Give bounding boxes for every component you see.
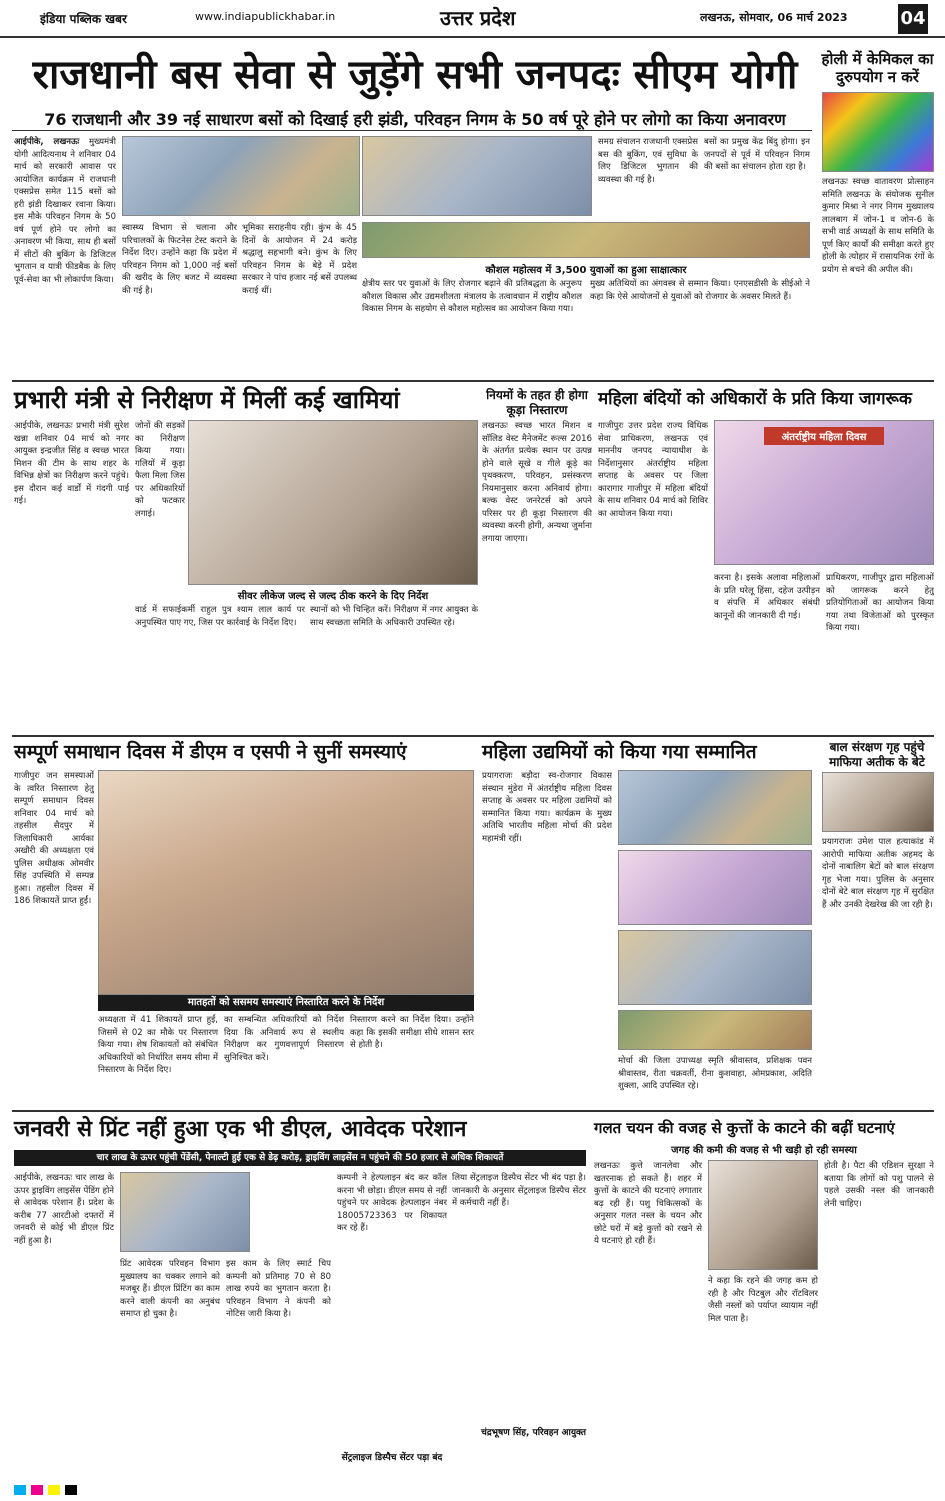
minister-text-2: जोनों की सड़कों का निरीक्षण किया गया। गलियों में कूड़ा फैला मिला जिस पर अधिकारियों को फटकार लगाई। [135,421,185,519]
skill-fest-text-2: मुख्य अतिथियों का अंगवस्त्र से सम्मान किया। एनएसडीसी के सीईओ ने कहा कि ऐसे आयोजनों से युवाओं को रोजगार के अवसर मिलते हैं। [590,279,810,302]
dl-text-4: कम्पनी ने हेल्पलाइन बंद कर कॉल करना भी छोड़ा। डीएल समय से नहीं पहुंचने पर आवेदक हेल्पलाइन नंबर 18005723363 पर शिकायत कर रहे हैं। [337,1173,447,1233]
dl-text-3: इस काम के लिए स्मार्ट चिप कम्पनी को प्रतिमाह 70 से 80 लाख रुपये का भुगतान करता है। परिवहन विभाग ने कंपनी को नोटिस जारी किया है। [226,1259,331,1319]
entrepreneurs-photo-4 [618,1010,812,1050]
dl-text-5: लिया सेंट्रलाइज डिस्पैच सेंटर भी बंद पड़ा है। जानकारी के अनुसार सेंट्रलाइज डिस्पैच सेंटर में कर्मचारी नहीं हैं। [452,1173,586,1208]
minister-text-4: स्थानों को भी चिन्हित करें। निरीक्षण में नगर आयुक्त के साथ स्वच्छता समिति के अधिकारी उपस्थित रहे। [310,605,478,628]
lead-col-1: आईपीके, लखनऊः मुख्यमंत्री योगी आदित्यनाथ ने शनिवार 04 मार्च को सरकारी आवास पर आयोजित कार्यक्रम में राजधानी एक्सप्रेस समेत 115 बसों को हरी झंडी दिखाकर रवाना किया। इस मौके परिवहन निगम के 50 वर्ष पूर्ण होने पर लोगो का अनावरण भी किया, साथ ही बसों में सीटों की बुकिंग के डिजिटल भुगतान व यात्री फीडबैक के लिए पूर्व-सेवा का भी लोकार्पण किया। [14,137,116,285]
dogs-text-1: लखनऊः कुत्ते जानलेवा और खतरनाक हो सकते हैं। शहर में कुत्तों के काटने की घटनाएं लगातार बढ़ रही हैं। पशु चिकित्सकों के अनुसार गलत नस्ल के चयन और छोटे घरों में बड़े कुत्तों को रखने से ये घटनाएं हो रही हैं। [594,1161,702,1246]
minister-text-3: वार्ड में सफाईकर्मी राहुल पुत्र श्याम लाल कार्य पर अनुपस्थित पाए गए, जिस पर कार्रवाई के निर्देश दिए। [135,605,305,628]
section-title: उत्तर प्रदेश [440,6,516,30]
samadhan-text-3: का सम्बन्धित अधिकारियों को निर्देश दिया कि अनिवार्य रूप से स्थलीय निरीक्षण कर गुणवत्तापूर्ण निस्तारण सुनिश्चित करें। [224,1015,344,1063]
lead-col-3: भूमिका सराहनीय रही। कुंभ के 45 दिनों के आयोजन में 24 करोड़ श्रद्धालु सहभागी बने। कुंभ के लिए परिवहन निगम के बेड़े में प्रदेश सरकार ने पांच हजार नई बसें उपलब्ध कराई थीं। [242,223,357,296]
skill-fest-text-1: क्षेत्रीय स्तर पर युवाओं के लिए रोजगार बढ़ाने की प्रतिबद्धता के अनुरूप कौशल विकास और उद्यमशीलता मंत्रालय के तत्वावधान में राष्ट्रीय कौशल विकास निगम के सहयोग से कौशल महोत्सव का आयोजन किया गया। [362,279,582,314]
garbage-text: लखनऊः स्वच्छ भारत मिशन व सॉलिड वेस्ट मैनेजमेंट रूल्स 2016 के अंतर्गत प्रत्येक स्थान पर उत्पन्न होने वाले सूखे व गीले कूड़े का पृथक्करण, परिवहन, प्रसंस्करण नियमानुसार करना अनिवार्य होगा। बल्क वेस्ट जनरेटर्स को अपने परिसर पर ही कूड़ा निस्तारण की व्यवस्था करनी होगी, अन्यथा जुर्माना लगाया जाएगा। [482,421,592,544]
shelter-text: प्रयागराजः उमेश पाल हत्याकांड में आरोपी माफिया अतीक अहमद के दोनों नाबालिग बेटों को बाल संरक्षण गृह भेजा गया। पुलिस के अनुसार दोनों बेटे बाल संरक्षण गृह में सुरक्षित हैं और उनकी देखरेख की जा रही है। [822,837,934,910]
garbage-headline: नियमों के तहत ही होगा कूड़ा निस्तारण [486,388,588,417]
dl-text-1: आईपीके, लखनऊः चार लाख के ऊपर ड्राइविंग लाइसेंस पेंडिंग होने से आवेदक परेशान हैं। प्रदेश के करीब 77 आरटीओ दफ्तरों में जनवरी से कोई भी डीएल प्रिंट नहीं हुआ है। [14,1173,114,1246]
dogs-text-2: ने कहा कि रहने की जगह कम हो रही है और पिटबुल और रॉटविलर जैसी नस्लों को पर्याप्त व्यायाम नहीं मिल पाता है। [708,1276,818,1324]
lead-headline: राजधानी बस सेवा से जुड़ेंगे सभी जनपदः सीएम योगी [32,51,798,98]
samadhan-text-1: गाजीपुरः जन समस्याओं के त्वरित निस्तारण हेतु सम्पूर्ण समाधान दिवस शनिवार 04 मार्च को तहसील सैदपुर में जिलाधिकारी आर्यका अखौरी की अध्यक्षता एवं पुलिस अधीक्षक ओमवीर सिंह उपस्थिति में सम्पन्न हुआ। तहसील दिवस में 186 शिकायतें प्राप्त हुईं। [14,771,94,906]
dogs-subhead: जगह की कमी की वजह से भी खड़ी हो रही समस्या [671,1145,857,1156]
holi-title: होली में केमिकल का दुरुपयोग न करें [821,50,934,86]
minister-text-1: आईपीके, लखनऊः प्रभारी मंत्री सुरेश खन्ना शनिवार 04 मार्च को नगर आयुक्त इन्द्रजीत सिंह व स्वच्छ भारत मिशन की टीम के साथ शहर के विभिन्न क्षेत्रों का निरीक्षण करने पहुंचे। इस दौरान कई वार्डों में गंदगी पाई गई। [14,421,129,506]
issue-date: लखनऊ, सोमवार, 06 मार्च 2023 [700,11,848,24]
dogs-text-3: होती है। पैटा की एडिशन सुरक्षा ने बताया कि लोगों को पशु पालने से पहले उसकी नस्ल की जानकारी लेनी चाहिए। [824,1161,934,1209]
dl-text-2: प्रिंट आवेदक परिवहन विभाग मुख्यालय का चक्कर लगाने को मजबूर हैं। डीएल प्रिंटिंग का काम करने वाली कंपनी का अनुबंध समाप्त हो चुका है। [120,1259,220,1319]
dog-photo [708,1160,818,1270]
divider [12,130,812,131]
divider [12,380,934,382]
skill-fest-caption: कौशल महोत्सव में 3,500 युवाओं का हुआ साक्षात्कार [485,265,687,276]
divider [12,1110,934,1112]
shelter-headline: बाल संरक्षण गृह पहुंचे माफिया अतीक के बेटे [829,740,925,769]
samadhan-text-2: अध्यक्षता में 41 शिकायतें प्राप्त हुईं, जिसमें से 02 का मौके पर निस्तारण किया गया। शेष शिकायतों को संबंधित अधिकारियों को निर्धारित समय सीमा में निस्तारण के निर्देश दिए। [98,1015,218,1075]
samadhan-text-4: निस्तारण करने का निर्देश दिया। उन्होंने कहा कि इसकी समीक्षा सीधे शासन स्तर से होती है। [350,1015,474,1050]
shelter-photo [822,772,934,832]
prisoners-photo [714,420,934,565]
paper-url[interactable]: www.indiapublickhabar.in [195,10,336,23]
dl-subhead: चार लाख के ऊपर पहुंची पेंडेंसी, पेनाल्टी हुई एक से डेढ़ करोड़, ड्राइविंग लाइसेंस न पहुंचने की 50 हजार से अधिक शिकायतें [14,1150,586,1166]
lead-photo-cm [122,136,360,216]
divider [12,735,934,737]
event-banner: अंतर्राष्ट्रीय महिला दिवस [764,427,884,445]
entrepreneurs-headline: महिला उद्यमियों को किया गया सम्मानित [482,741,757,763]
dogs-headline: गलत चयन की वजह से कुत्तों के काटने की बढ़ीं घटनाएं [594,1119,895,1137]
entrepreneurs-text-2: मोर्चा की जिला उपाध्यक्ष स्मृति श्रीवास्तव, प्रशिक्षक पवन श्रीवास्तव, रीता चक्रवर्ती, रीना कुशवाहा, ओमप्रकाश, अदिति शुक्ला, आदि उपस्थित रहे। [618,1056,812,1091]
entrepreneurs-photo-3 [618,930,812,1005]
prisoners-headline: महिला बंदियों को अधिकारों के प्रति किया जागरूक [598,389,912,409]
lead-col-2: स्वास्थ्य विभाग से चलाना और परिचालकों के फिटनेस टेस्ट कराने के निर्देश दिए। उन्होंने कहा कि प्रदेश में परिवहन निगम को 1,000 नई बसों की खरीद के लिए बजट में व्यवस्था की गई है। [122,223,237,296]
paper-name: इंडिया पब्लिक खबर [40,12,127,26]
entrepreneurs-photo-2 [618,850,812,925]
samadhan-headline: सम्पूर्ण समाधान दिवस में डीएम व एसपी ने सुनीं समस्याएं [14,741,407,763]
minister-photo [188,420,478,585]
holi-colors-photo [822,92,934,172]
prisoners-text-1: गाजीपुरः उत्तर प्रदेश राज्य विधिक सेवा प्राधिकरण, लखनऊ एवं माननीय जनपद न्यायाधीश के निर्देशानुसार अंतर्राष्ट्रीय महिला सप्ताह के अवसर पर जिला कारागार गाजीपुर में महिला बंदियों के साथ शनिवार 04 मार्च को शिविर का आयोजन किया गया। [598,421,708,519]
entrepreneurs-text-1: प्रयागराजः बड़ौदा स्व-रोजगार विकास संस्थान मुंडेरा में अंतर्राष्ट्रीय महिला दिवस सप्ताह के अवसर पर महिला उद्यमियों को सम्मानित किया गया। कार्यक्रम के मुख्य अतिथि भारतीय महिला मोर्चा की प्रदेश महामंत्री रहीं। [482,771,612,844]
skill-fest-photo [362,222,810,258]
masthead [0,0,945,38]
minister-caption: सीवर लीकेज जल्द से जल्द ठीक करने के दिए निर्देश [237,591,429,602]
dl-headline: जनवरी से प्रिंट नहीं हुआ एक भी डीएल, आवेदक परेशान [14,1116,467,1142]
samadhan-caption: मातहतों को ससमय समस्याएं निस्तारित करने के निर्देश [98,995,474,1011]
holi-text: लखनऊः स्वच्छ वातावरण प्रोत्साहन समिति लखनऊ के संयोजक सुनील कुमार मिश्रा ने नगर निगम मुख्यालय लालबाग में जोन-1 व जोन-6 के सभी वार्ड अध्यक्षों के साथ समिति के पूर्ण किए कार्यों की समीक्षा करते हुए होली के त्योहार में रासायनिक रंगों के प्रयोग से बचने की अपील की। [822,177,934,275]
lead-photo-buses [362,136,592,216]
print-registration-bar [14,1480,934,1492]
page-number: 04 [898,4,928,34]
lead-col-4: समग्र संचालन राजधानी एक्सप्रेस बस की बुकिंग, एवं सुविधा के लिए डिजिटल भुगतान की व्यवस्था की गई है। [598,137,698,185]
prisoners-text-2: करना है। इसके अलावा महिलाओं के प्रति घरेलू हिंसा, दहेज उत्पीड़न व संपत्ति में अधिकार संबंधी कानूनों की जानकारी दी गई। [714,573,820,621]
dl-signature: चंद्रभूषण सिंह, परिवहन आयुक्त [481,1428,586,1438]
minister-headline: प्रभारी मंत्री से निरीक्षण में मिलीं कई खामियां [14,385,400,414]
lead-col-5: बसों का प्रमुख केंद्र बिंदु होगा। इन जनपदों से पूर्व में परिवहन निगम की बसों का संचालन होता रहा है। [704,137,810,172]
samadhan-photo [98,770,474,995]
dl-card-photo [120,1172,250,1252]
lead-subhead: 76 राजधानी और 39 नई साधारण बसों को दिखाई हरी झंडी, परिवहन निगम के 50 वर्ष पूरे होने पर लोगो का किया अनावरण [44,110,786,129]
dl-callout: सेंट्रलाइज डिस्पैच सेंटर पड़ा बंद [341,1453,443,1463]
entrepreneurs-photo-1 [618,770,812,845]
prisoners-text-3: प्राधिकरण, गाजीपुर द्वारा महिलाओं को जागरूक करने हेतु प्रतियोगिताओं का आयोजन किया गया तथा विजेताओं को पुरस्कृत किया गया। [826,573,934,633]
